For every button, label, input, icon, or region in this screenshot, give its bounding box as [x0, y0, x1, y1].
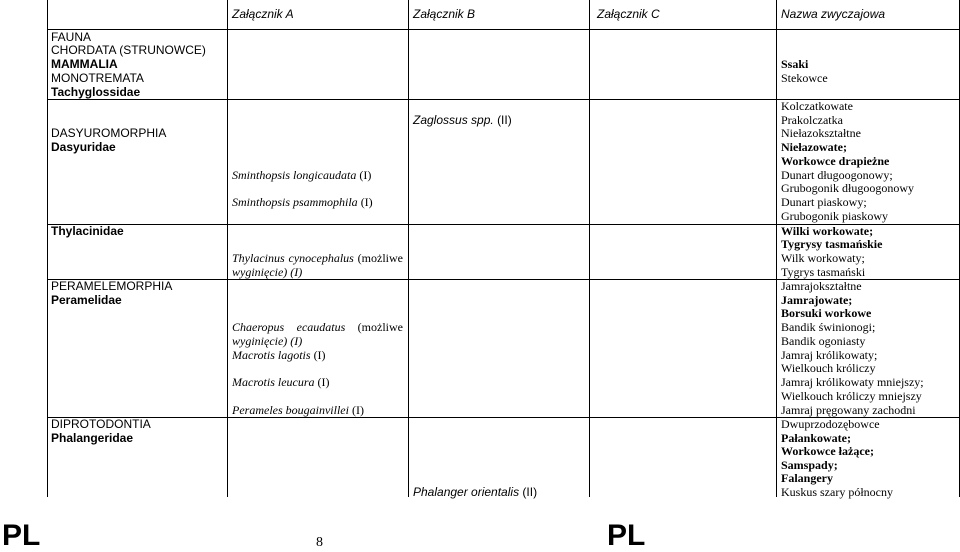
species-note-line: wyginięcie) (I): [232, 334, 303, 348]
common-name-species: Wilk workowaty;: [781, 251, 865, 265]
common-name-family: Falangery: [781, 471, 833, 485]
common-name-order: Niełazokształtne: [781, 126, 861, 140]
annex-a-species: [232, 196, 373, 210]
common-name-family: Workowce łażące;: [781, 444, 874, 458]
annex-a-species-line: [232, 321, 403, 335]
species-name: Sminthopsis longicaudata: [232, 168, 357, 182]
common-name-family: Workowce drapieżne: [781, 154, 890, 168]
species-note-line: wyginięcie) (I): [232, 265, 303, 279]
common-name-order: Dwuprzodozębowce: [781, 417, 880, 431]
species-name: Macrotis leucura: [232, 375, 315, 389]
taxon-peramelidae: Peramelidae: [51, 293, 122, 307]
common-name-family: Kolczatkowate: [781, 99, 853, 113]
common-name-species: Grubogonik piaskowy: [781, 209, 888, 223]
annex-a-species-line: [232, 252, 403, 266]
common-name-group: Ssaki: [781, 57, 809, 71]
table-border-left: [47, 0, 48, 497]
common-name-species: Kuskus szary północny: [781, 485, 893, 499]
common-name-family: Borsuki workowe: [781, 306, 872, 320]
taxon-chordata: CHORDATA (STRUNOWCE): [51, 43, 206, 57]
taxon-dasyuridae: Dasyuridae: [51, 140, 116, 154]
annex-a-species: [232, 404, 364, 418]
common-name-species: Bandik ogoniasty: [781, 334, 866, 348]
species-name: Phalanger orientalis: [413, 485, 520, 499]
taxon-diprotodontia: DIPROTODONTIA: [51, 417, 151, 431]
common-name-species: Jamraj pręgowany zachodni: [781, 403, 916, 417]
annex-category: (I): [359, 168, 372, 182]
taxon-mammalia: MAMMALIA: [51, 57, 118, 71]
header-row-divider: [47, 29, 960, 30]
annex-a-species: [232, 169, 371, 183]
common-name-species: Wielkouch króliczy: [781, 361, 876, 375]
common-name-order: Jamrajokształtne: [781, 279, 862, 293]
common-name-species: Jamraj królikowaty mniejszy;: [781, 375, 924, 389]
common-name-family: Samspady;: [781, 458, 838, 472]
annex-a-species: [232, 376, 330, 390]
taxon-dasyuromorphia: DASYUROMORPHIA: [51, 126, 167, 140]
common-name-species: Jamraj królikowaty;: [781, 348, 878, 362]
footer-language-code-left: PL: [2, 519, 41, 552]
annex-category: (II): [522, 485, 538, 499]
species-note: (możliwe: [357, 320, 403, 334]
taxon-peramelemorphia: PERAMELEMORPHIA: [51, 279, 173, 293]
species-word: ecaudatus: [296, 320, 346, 334]
page-number: 8: [316, 535, 323, 550]
species-name: Perameles bougainvillei: [232, 403, 349, 417]
annex-b-species: [413, 114, 512, 128]
common-name-species: Dunart długoogonowy;: [781, 168, 893, 182]
common-name-species: Dunart piaskowy;: [781, 195, 867, 209]
common-name-order: Stekowce: [781, 71, 828, 85]
column-divider-4: [776, 0, 777, 497]
species-note: (możliwe: [357, 251, 403, 265]
taxon-monotremata: MONOTREMATA: [51, 71, 144, 85]
species-word: cynocephalus: [288, 251, 354, 265]
column-divider-3: [589, 0, 590, 497]
header-common-name: Nazwa zwyczajowa: [781, 7, 886, 21]
common-name-species: Grubogonik długoogonowy: [781, 181, 914, 195]
common-name-family: Tygrysy tasmańskie: [781, 237, 883, 251]
common-name-species: Tygrys tasmański: [781, 265, 866, 279]
annex-category: (I): [360, 195, 373, 209]
annex-a-species: [232, 349, 326, 363]
species-name: Macrotis lagotis: [232, 348, 311, 362]
annex-category: (I): [351, 403, 364, 417]
taxon-tachyglossidae: Tachyglossidae: [51, 85, 141, 99]
species-name: Sminthopsis psammophila: [232, 195, 358, 209]
common-name-family: Niełazowate;: [781, 140, 847, 154]
common-name-family: Pałankowate;: [781, 431, 851, 445]
species-word: Thylacinus: [232, 251, 285, 265]
column-divider-2: [408, 0, 409, 497]
annex-category: (II): [497, 113, 512, 127]
taxon-fauna: FAUNA: [51, 30, 92, 44]
common-name-species: Wielkouch króliczy mniejszy: [781, 389, 922, 403]
annex-category: (I): [317, 375, 330, 389]
annex-category: (I): [313, 348, 326, 362]
header-annex-b: Załącznik B: [413, 7, 476, 21]
column-divider-1: [227, 0, 228, 497]
annex-b-species: [413, 486, 537, 500]
taxon-phalangeridae: Phalangeridae: [51, 431, 134, 445]
species-name: Zaglossus spp.: [413, 113, 494, 127]
common-name-species: Prakolczatka: [781, 113, 843, 127]
common-name-family: Jamrajowate;: [781, 293, 853, 307]
footer-language-code-right: PL: [607, 519, 646, 552]
header-annex-a: Załącznik A: [232, 7, 294, 21]
header-annex-c: Załącznik C: [597, 7, 660, 21]
common-name-species: Bandik świnionogi;: [781, 320, 876, 334]
taxon-thylacinidae: Thylacinidae: [51, 224, 124, 238]
species-word: Chaeropus: [232, 320, 285, 334]
common-name-family: Wilki workowate;: [781, 224, 874, 238]
